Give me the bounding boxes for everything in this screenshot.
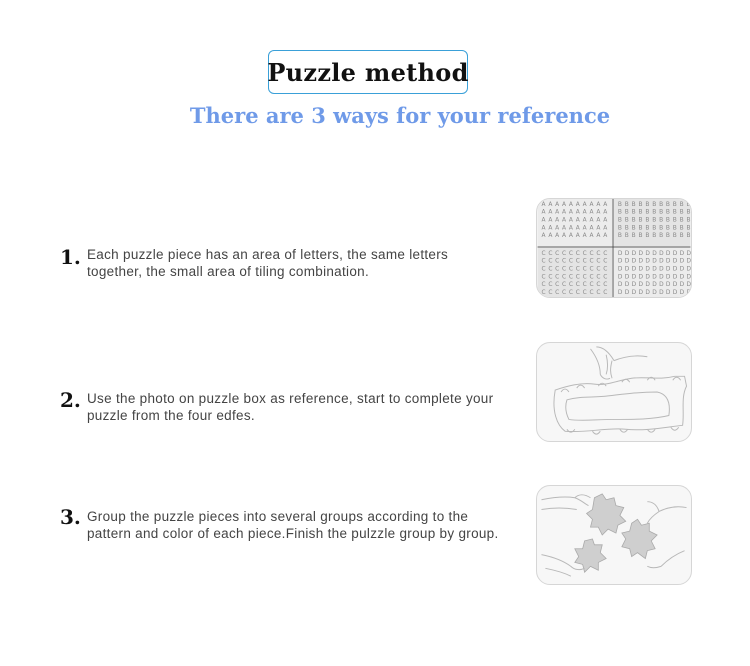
letter-mark: A <box>596 209 601 216</box>
letter-mark: A <box>555 217 560 224</box>
letter-mark: D <box>686 266 691 273</box>
letter-mark: D <box>645 258 650 265</box>
letter-mark: B <box>645 217 650 224</box>
letter-mark: C <box>575 282 580 289</box>
letter-mark: B <box>652 209 657 216</box>
letter-mark: A <box>575 225 580 232</box>
letter-mark: A <box>603 209 608 216</box>
letter-mark: D <box>672 290 678 297</box>
letter-mark: D <box>652 258 657 265</box>
letter-mark: C <box>562 282 567 289</box>
letter-mark: D <box>652 274 657 281</box>
letter-mark: C <box>589 250 594 257</box>
letter-mark: D <box>624 290 630 297</box>
letter-mark: B <box>645 209 650 216</box>
letter-mark: D <box>638 258 644 265</box>
letter-mark: A <box>562 233 567 240</box>
letter-mark: C <box>575 290 580 297</box>
letter-mark: C <box>548 266 553 273</box>
letter-mark: B <box>652 217 657 224</box>
letter-mark: A <box>589 217 594 224</box>
letter-mark: A <box>589 209 594 216</box>
letter-mark: B <box>631 201 636 208</box>
letter-mark: A <box>568 233 573 240</box>
letter-mark: C <box>555 258 560 265</box>
letter-mark: A <box>541 217 546 224</box>
letter-mark: A <box>548 225 553 232</box>
letter-mark: A <box>562 225 567 232</box>
step-text-1: Each puzzle piece has an area of letters, the same letters together, the small area of tiling combination. <box>87 247 449 279</box>
letter-mark: A <box>541 209 546 216</box>
title-box <box>268 50 468 94</box>
letter-mark: D <box>617 250 623 257</box>
letter-mark: C <box>541 290 546 297</box>
letter-mark: D <box>652 250 657 257</box>
letter-mark: B <box>672 225 677 232</box>
letter-mark: D <box>645 282 650 289</box>
letter-mark: B <box>638 233 643 240</box>
letter-mark: B <box>665 209 670 216</box>
letter-mark: A <box>568 209 573 216</box>
letter-mark: B <box>638 209 643 216</box>
letter-mark: C <box>582 290 587 297</box>
letter-mark: C <box>555 282 560 289</box>
letter-mark: D <box>617 274 623 281</box>
letter-mark: C <box>555 250 560 257</box>
letter-mark: D <box>686 282 691 289</box>
letter-mark: D <box>679 258 685 265</box>
step-number-1: 1. <box>60 245 81 269</box>
letter-mark: D <box>686 274 691 281</box>
letter-mark: D <box>665 266 671 273</box>
letter-mark: D <box>638 274 644 281</box>
letter-mark: B <box>659 209 664 216</box>
letter-mark: B <box>686 201 691 208</box>
letter-mark: B <box>665 233 670 240</box>
letter-mark: D <box>624 282 630 289</box>
letter-mark: D <box>672 282 678 289</box>
letter-mark: A <box>562 201 567 208</box>
letter-mark: D <box>665 290 671 297</box>
letter-mark: A <box>582 209 587 216</box>
letter-mark: D <box>638 266 644 273</box>
letter-mark: B <box>659 217 664 224</box>
letter-mark: C <box>575 258 580 265</box>
letter-mark: B <box>659 233 664 240</box>
letter-mark: D <box>659 274 664 281</box>
letter-mark: D <box>645 290 650 297</box>
letter-mark: D <box>631 258 637 265</box>
letter-mark: B <box>631 209 636 216</box>
letter-mark: B <box>679 209 684 216</box>
letter-mark: A <box>596 217 601 224</box>
puzzle-groups-hands-icon <box>536 485 692 585</box>
letter-mark: A <box>562 209 567 216</box>
letter-mark: C <box>541 274 546 281</box>
letter-mark: D <box>659 250 664 257</box>
letter-mark: C <box>603 274 608 281</box>
letter-mark: B <box>679 201 684 208</box>
letter-mark: C <box>548 274 553 281</box>
letter-mark: B <box>686 225 691 232</box>
letter-mark: B <box>617 209 622 216</box>
letter-mark: D <box>631 274 637 281</box>
letter-mark: C <box>589 290 594 297</box>
letter-mark: A <box>568 225 573 232</box>
letter-mark: D <box>624 274 630 281</box>
letter-mark: B <box>672 217 677 224</box>
letter-mark: C <box>582 266 587 273</box>
letter-mark: C <box>603 290 608 297</box>
letter-mark: A <box>582 217 587 224</box>
letter-mark: A <box>548 209 553 216</box>
letter-mark: C <box>603 258 608 265</box>
letter-mark: B <box>665 201 670 208</box>
letter-mark: A <box>603 201 608 208</box>
letter-mark: B <box>617 233 622 240</box>
letter-mark: D <box>631 290 637 297</box>
letter-mark: A <box>541 233 546 240</box>
letter-mark: A <box>548 217 553 224</box>
page-subtitle: There are 3 ways for your reference <box>189 103 611 128</box>
letter-mark: B <box>645 233 650 240</box>
letter-mark: A <box>603 233 608 240</box>
letter-mark: C <box>582 250 587 257</box>
letter-mark: D <box>617 290 623 297</box>
letter-mark: B <box>665 225 670 232</box>
letter-mark: A <box>603 225 608 232</box>
letter-mark: A <box>596 233 601 240</box>
step-text-3: Group the puzzle pieces into several groups according to the pattern and color of each piece.Finish the pulzzle group by group. <box>87 509 499 541</box>
letter-mark: D <box>617 266 623 273</box>
letter-mark: D <box>672 258 678 265</box>
letter-mark: A <box>555 225 560 232</box>
letter-mark: A <box>589 233 594 240</box>
letter-mark: B <box>679 217 684 224</box>
letter-mark: A <box>596 201 601 208</box>
letter-mark: B <box>659 225 664 232</box>
letter-mark: C <box>575 266 580 273</box>
letter-mark: B <box>659 201 664 208</box>
letter-mark: C <box>568 250 574 257</box>
letter-mark: D <box>679 266 685 273</box>
letter-mark: A <box>589 201 594 208</box>
letter-mark: C <box>568 274 574 281</box>
letter-mark: B <box>631 233 636 240</box>
letter-mark: C <box>541 266 546 273</box>
letter-mark: D <box>679 250 685 257</box>
letter-mark: D <box>665 274 671 281</box>
letter-mark: B <box>617 201 622 208</box>
letter-mark: C <box>596 290 601 297</box>
step-text-2: Use the photo on puzzle box as reference, start to complete your puzzle from the four edfes. <box>87 391 494 423</box>
letter-mark: C <box>548 250 553 257</box>
letter-mark: A <box>541 225 546 232</box>
letter-mark: A <box>575 201 580 208</box>
letter-mark: C <box>603 266 608 273</box>
letter-mark: C <box>548 282 553 289</box>
letter-mark: D <box>686 258 691 265</box>
letter-mark: C <box>541 250 546 257</box>
letter-mark: D <box>617 282 623 289</box>
letter-mark: D <box>645 274 650 281</box>
letter-mark: D <box>665 282 671 289</box>
letter-mark: D <box>672 266 678 273</box>
letter-mark: D <box>665 258 671 265</box>
letter-mark: C <box>596 250 601 257</box>
letter-mark: A <box>541 201 546 208</box>
letter-mark: B <box>652 225 657 232</box>
letter-mark: B <box>645 201 650 208</box>
letter-mark: D <box>659 290 664 297</box>
letter-mark: C <box>575 250 580 257</box>
letter-mark: C <box>568 282 574 289</box>
letter-mark: A <box>596 225 601 232</box>
letter-mark: A <box>575 209 580 216</box>
letter-mark: D <box>617 258 623 265</box>
letter-mark: D <box>659 258 664 265</box>
letter-mark: C <box>596 282 601 289</box>
letter-mark: D <box>652 290 657 297</box>
letter-mark: B <box>624 209 629 216</box>
letter-mark: B <box>617 217 622 224</box>
letter-mark: D <box>631 282 637 289</box>
letter-mark: C <box>603 282 608 289</box>
letter-mark: B <box>638 225 643 232</box>
letter-mark: C <box>555 266 560 273</box>
letter-mark: C <box>562 290 567 297</box>
letter-mark: D <box>624 266 630 273</box>
letter-mark: B <box>672 233 677 240</box>
letter-mark: A <box>548 201 553 208</box>
letter-mark: C <box>541 258 546 265</box>
letter-mark: A <box>582 201 587 208</box>
letter-mark: B <box>652 233 657 240</box>
letter-mark: D <box>679 274 685 281</box>
lettered-puzzle-grid-icon <box>536 198 692 298</box>
letter-mark: B <box>624 201 629 208</box>
letter-mark: B <box>672 201 677 208</box>
letter-mark: C <box>589 274 594 281</box>
step-number-3: 3. <box>60 505 81 529</box>
letter-mark: C <box>582 274 587 281</box>
letter-mark: C <box>568 266 574 273</box>
letter-mark: D <box>638 250 644 257</box>
letter-mark: D <box>672 250 678 257</box>
letter-mark: A <box>568 217 573 224</box>
letter-mark: C <box>562 250 567 257</box>
letter-mark: D <box>672 274 678 281</box>
letter-mark: C <box>596 258 601 265</box>
letter-mark: C <box>568 258 574 265</box>
letter-mark: D <box>659 266 664 273</box>
letter-mark: A <box>589 225 594 232</box>
letter-mark: B <box>652 201 657 208</box>
letter-mark: D <box>631 266 637 273</box>
letter-mark: C <box>603 250 608 257</box>
letter-mark: A <box>555 233 560 240</box>
letter-mark: A <box>555 201 560 208</box>
letter-mark: D <box>638 282 644 289</box>
letter-mark: C <box>548 258 553 265</box>
letter-mark: C <box>596 274 601 281</box>
letter-mark: C <box>562 274 567 281</box>
letter-mark: D <box>665 250 671 257</box>
letter-mark: B <box>624 217 629 224</box>
puzzle-groups-hands-image <box>537 486 691 584</box>
letter-mark: D <box>652 266 657 273</box>
letter-mark: D <box>631 250 637 257</box>
letter-mark: B <box>631 225 636 232</box>
letter-mark: C <box>541 282 546 289</box>
letter-mark: B <box>679 233 684 240</box>
letter-mark: B <box>686 217 691 224</box>
letter-mark: A <box>548 233 553 240</box>
letter-mark: D <box>638 290 644 297</box>
letter-mark: A <box>582 225 587 232</box>
letter-mark: C <box>589 282 594 289</box>
letter-mark: C <box>575 274 580 281</box>
letter-mark: C <box>548 290 553 297</box>
letter-mark: B <box>624 225 629 232</box>
letter-mark: D <box>686 290 691 297</box>
letter-mark: A <box>555 209 560 216</box>
letter-mark: B <box>679 225 684 232</box>
letter-mark: C <box>589 258 594 265</box>
letter-mark: D <box>686 250 691 257</box>
letter-mark: C <box>562 258 567 265</box>
letter-mark: D <box>624 250 630 257</box>
page-title: Puzzle method <box>267 57 469 87</box>
letter-mark: D <box>659 282 664 289</box>
letter-mark: B <box>665 217 670 224</box>
letter-mark: B <box>686 209 691 216</box>
letter-mark: A <box>575 233 580 240</box>
letter-mark: A <box>568 201 573 208</box>
letter-mark: B <box>638 217 643 224</box>
letter-mark: D <box>624 258 630 265</box>
letter-mark: D <box>679 282 685 289</box>
step-number-2: 2. <box>60 388 81 412</box>
letter-mark: B <box>638 201 643 208</box>
letter-mark: C <box>582 282 587 289</box>
puzzle-border-hands-icon <box>536 342 692 442</box>
letter-mark: B <box>624 233 629 240</box>
letter-mark: C <box>555 290 560 297</box>
letter-mark: C <box>596 266 601 273</box>
letter-mark: D <box>645 250 650 257</box>
letter-mark: B <box>672 209 677 216</box>
letter-mark: B <box>631 217 636 224</box>
letter-mark: D <box>679 290 685 297</box>
letter-mark: B <box>617 225 622 232</box>
letter-mark: C <box>555 274 560 281</box>
letter-mark: A <box>575 217 580 224</box>
letter-mark: D <box>645 266 650 273</box>
letter-mark: A <box>582 233 587 240</box>
letter-mark: C <box>582 258 587 265</box>
letter-mark: B <box>645 225 650 232</box>
letter-mark: A <box>562 217 567 224</box>
puzzle-border-hands-image <box>537 343 691 441</box>
letter-mark: C <box>589 266 594 273</box>
letter-mark: A <box>603 217 608 224</box>
letter-mark: B <box>686 233 691 240</box>
letter-mark: C <box>562 266 567 273</box>
letter-mark: D <box>652 282 657 289</box>
lettered-puzzle-grid-image <box>537 199 691 297</box>
letter-mark: C <box>568 290 574 297</box>
